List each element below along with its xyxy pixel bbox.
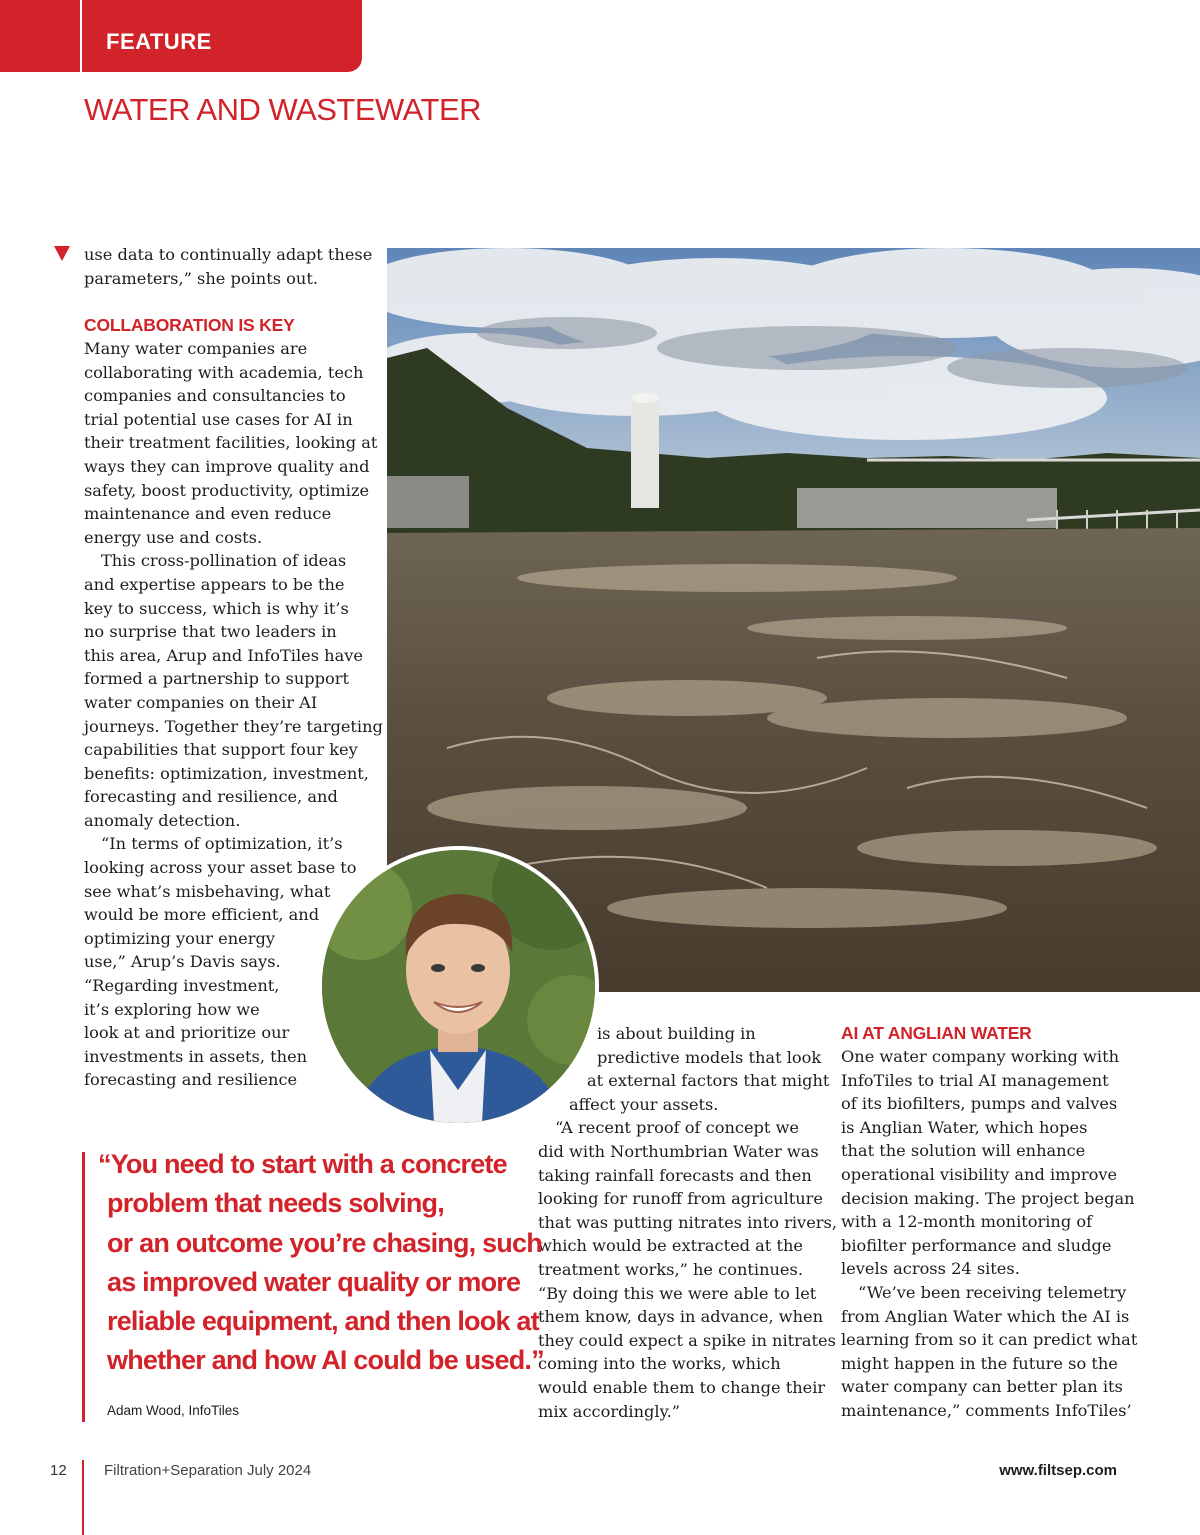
text-line: One water company working with [841, 1047, 1120, 1066]
text-line: This cross-pollination of ideas [101, 551, 347, 571]
text-line: use data to continually adapt these [84, 245, 373, 264]
text-line: look at and prioritize our [84, 1023, 290, 1043]
text-line: “A recent proof of concept we [555, 1118, 800, 1138]
text-line: safety, boost productivity, optimize [84, 480, 370, 500]
text-line: water companies on their AI [84, 692, 318, 712]
text-line: forecasting and resilience, and [84, 787, 338, 807]
text-line: predictive models that look [597, 1047, 822, 1067]
text-line: parameters,” she points out. [84, 268, 318, 288]
text-line: ways they can improve quality and [84, 456, 370, 476]
column-3 [841, 1021, 1137, 1423]
pull-quote-bar [82, 1152, 85, 1422]
text-line: Many water companies are [84, 339, 308, 358]
text-line: them know, days in advance, when [538, 1307, 824, 1327]
text-line: did with Northumbrian Water was [538, 1141, 819, 1161]
text-line: treatment works,” he continues. [538, 1259, 803, 1279]
text-line: companies and consultancies to [84, 386, 346, 406]
text-line: use,” Arup’s Davis says. [84, 952, 281, 972]
text-line: that the solution will enhance [841, 1141, 1086, 1161]
text-line: might happen in the future so the [841, 1353, 1118, 1373]
text-line: “We’ve been receiving telemetry [858, 1282, 1127, 1302]
text-line: mix accordingly.” [538, 1401, 680, 1421]
quote-line: whether and how AI could be used.” [107, 1345, 544, 1376]
quote-line: as improved water quality or more [107, 1266, 521, 1297]
continuation-marker-icon [54, 246, 70, 261]
text-line: would be more efficient, and [84, 905, 320, 925]
pull-quote [98, 1145, 544, 1381]
text-line: no surprise that two leaders in [84, 622, 337, 642]
text-line: would enable them to change their [538, 1377, 826, 1397]
text-line: this area, Arup and InfoTiles have [84, 645, 363, 665]
text-line: benefits: optimization, investment, [84, 763, 369, 783]
anglian-water-heading: AI AT ANGLIAN WATER [841, 1023, 1032, 1043]
tab-divider [80, 0, 82, 72]
text-line: looking for runoff from agriculture [538, 1189, 824, 1209]
text-line: from Anglian Water which the AI is [841, 1306, 1130, 1326]
quote-line: or an outcome you’re chasing, such [107, 1227, 542, 1258]
collaboration-heading: COLLABORATION IS KEY [84, 315, 295, 335]
text-line: learning from so it can predict what [841, 1330, 1138, 1350]
quote-line: reliable equipment, and then look at [107, 1306, 539, 1337]
text-line: it’s exploring how we [84, 999, 260, 1019]
text-line: formed a partnership to support [84, 669, 349, 689]
quote-line: “You need to start with a concrete [98, 1149, 507, 1179]
text-line: they could expect a spike in nitrates [538, 1330, 836, 1350]
text-line: operational visibility and improve [841, 1164, 1118, 1184]
feature-tab [0, 0, 362, 72]
text-line: with a 12-month monitoring of [841, 1212, 1093, 1232]
quote-line: problem that needs solving, [107, 1188, 444, 1219]
text-line: is Anglian Water, which hopes [841, 1117, 1088, 1137]
text-line: key to success, which is why it’s [84, 598, 349, 618]
column-1-top [84, 243, 372, 290]
text-line: trial potential use cases for AI in [84, 409, 353, 429]
text-line: looking across your asset base to [84, 858, 357, 878]
text-line: decision making. The project began [841, 1188, 1135, 1208]
page-number: 12 [50, 1462, 67, 1479]
text-line: maintenance and even reduce [84, 504, 332, 524]
text-line: anomaly detection. [84, 810, 241, 830]
text-line: and expertise appears to be the [84, 574, 345, 594]
text-line: water company can better plan its [841, 1377, 1123, 1397]
text-line: optimizing your energy [84, 928, 275, 948]
text-line: coming into the works, which [538, 1354, 781, 1374]
text-line: investments in assets, then [84, 1046, 308, 1066]
text-line: InfoTiles to trial AI management [841, 1070, 1109, 1090]
text-line: energy use and costs. [84, 527, 263, 547]
text-line: journeys. Together they’re targeting [84, 716, 383, 736]
text-line: at external factors that might [587, 1071, 830, 1091]
text-line: is about building in [597, 1024, 756, 1043]
text-line: biofilter performance and sludge [841, 1235, 1112, 1255]
text-line: taking rainfall forecasts and then [538, 1165, 812, 1185]
text-line: forecasting and resilience [84, 1070, 298, 1090]
text-line: collaborating with academia, tech [84, 362, 364, 382]
quote-attribution: Adam Wood, InfoTiles [107, 1403, 240, 1418]
text-line: of its biofilters, pumps and valves [841, 1094, 1118, 1114]
section-title: WATER AND WASTEWATER [84, 92, 482, 127]
footer-divider [82, 1460, 84, 1535]
text-line: which would be extracted at the [538, 1236, 803, 1256]
text-line: capabilities that support four key [84, 740, 358, 760]
text-line: see what’s misbehaving, what [84, 881, 331, 901]
text-line: “Regarding investment, [84, 976, 280, 996]
text-line: maintenance,” comments InfoTiles’ [841, 1400, 1132, 1420]
magazine-issue: Filtration+Separation July 2024 [104, 1462, 312, 1479]
text-line: “In terms of optimization, it’s [101, 834, 343, 854]
website-link[interactable]: www.filtsep.com [999, 1462, 1117, 1479]
text-line: that was putting nitrates into rivers, [538, 1212, 837, 1232]
text-line: affect your assets. [569, 1094, 719, 1114]
column-2 [538, 1022, 837, 1423]
text-line: their treatment facilities, looking at [84, 433, 378, 453]
text-line: “By doing this we were able to let [538, 1283, 817, 1303]
text-line: levels across 24 sites. [841, 1259, 1020, 1279]
feature-label: FEATURE [106, 29, 212, 54]
